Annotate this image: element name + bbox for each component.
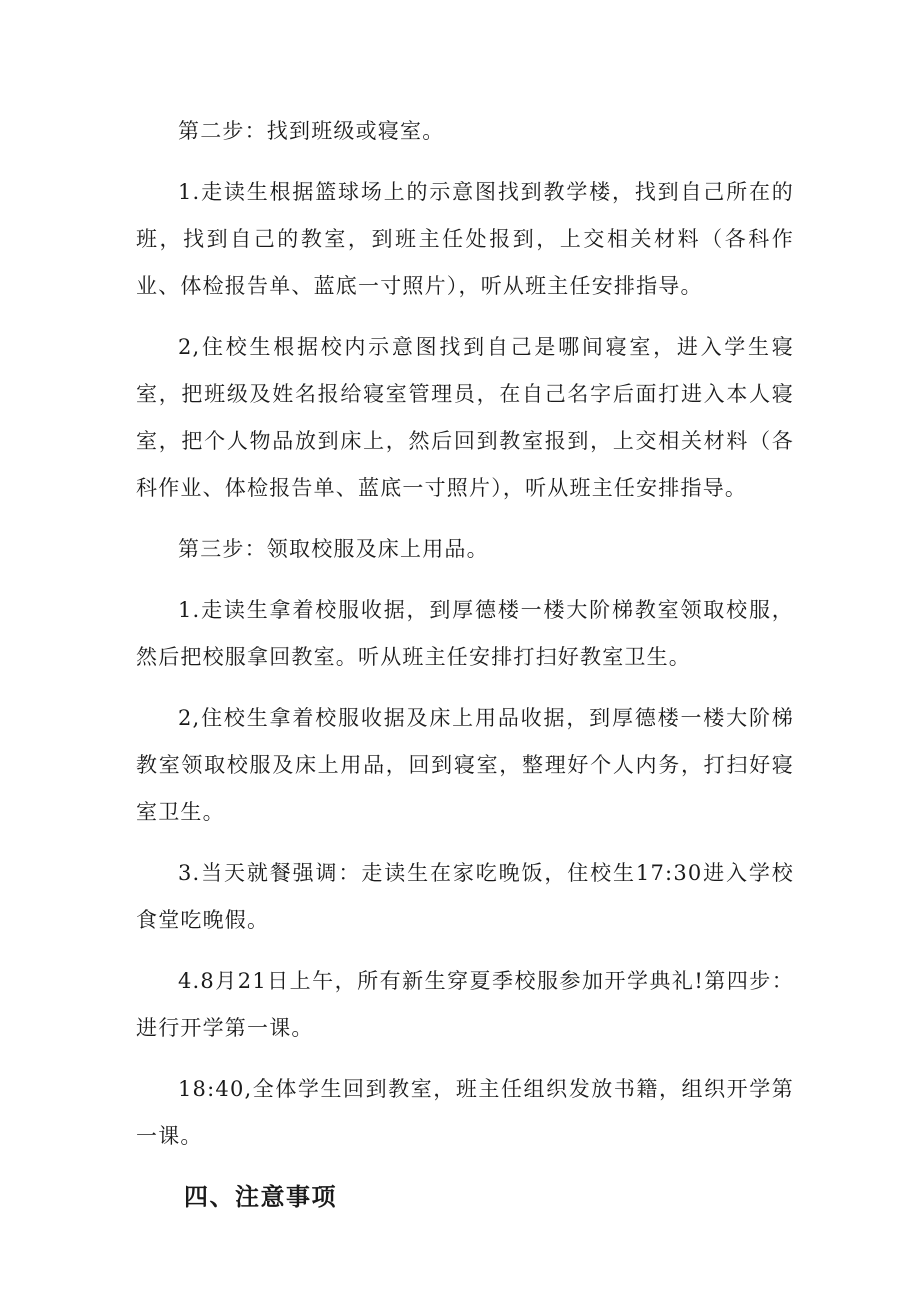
paragraph-dining: 3.当天就餐强调：走读生在家吃晚饭，住校生17:30进入学校食堂吃晚假。 [136, 861, 794, 932]
paragraph-boarder-dorm: 2,住校生根据校内示意图找到自己是哪间寝室，进入学生寝室，把班级及姓名报给寝室管理员，在自己名字后面打进入本人寝室，把个人物品放到床上，然后回到教室报到，上交相关材料（各科作业、体检报告单、蓝底一寸照片），听从班主任安排指导。 [136, 335, 794, 500]
paragraph-day-student-class: 1.走读生根据篮球场上的示意图找到教学楼，找到自己所在的班，找到自己的教室，到班主任处报到，上交相关材料（各科作业、体检报告单、蓝底一寸照片），听从班主任安排指导。 [136, 180, 794, 298]
step-two-title: 第二步：找到班级或寝室。 [178, 119, 445, 143]
document-body [136, 108, 794, 1221]
paragraph-day-student-uniform: 1.走读生拿着校服收据，到厚德楼一楼大阶梯教室领取校服，然后把校服拿回教室。听从班主任安排打扫好教室卫生。 [136, 598, 794, 669]
section-heading-notes: 四、注意事项 [184, 1183, 337, 1211]
paragraph-first-lesson: 18:40,全体学生回到教室，班主任组织发放书籍，组织开学第一课。 [136, 1077, 794, 1148]
paragraph-boarder-uniform: 2,住校生拿着校服收据及床上用品收据，到厚德楼一楼大阶梯教室领取校服及床上用品，回到寝室，整理好个人内务，打扫好寝室卫生。 [136, 706, 794, 824]
step-three-title: 第三步：领取校服及床上用品。 [178, 537, 489, 561]
paragraph-opening-ceremony: 4.8月21日上午，所有新生穿夏季校服参加开学典礼!第四步：进行开学第一课。 [136, 969, 794, 1040]
